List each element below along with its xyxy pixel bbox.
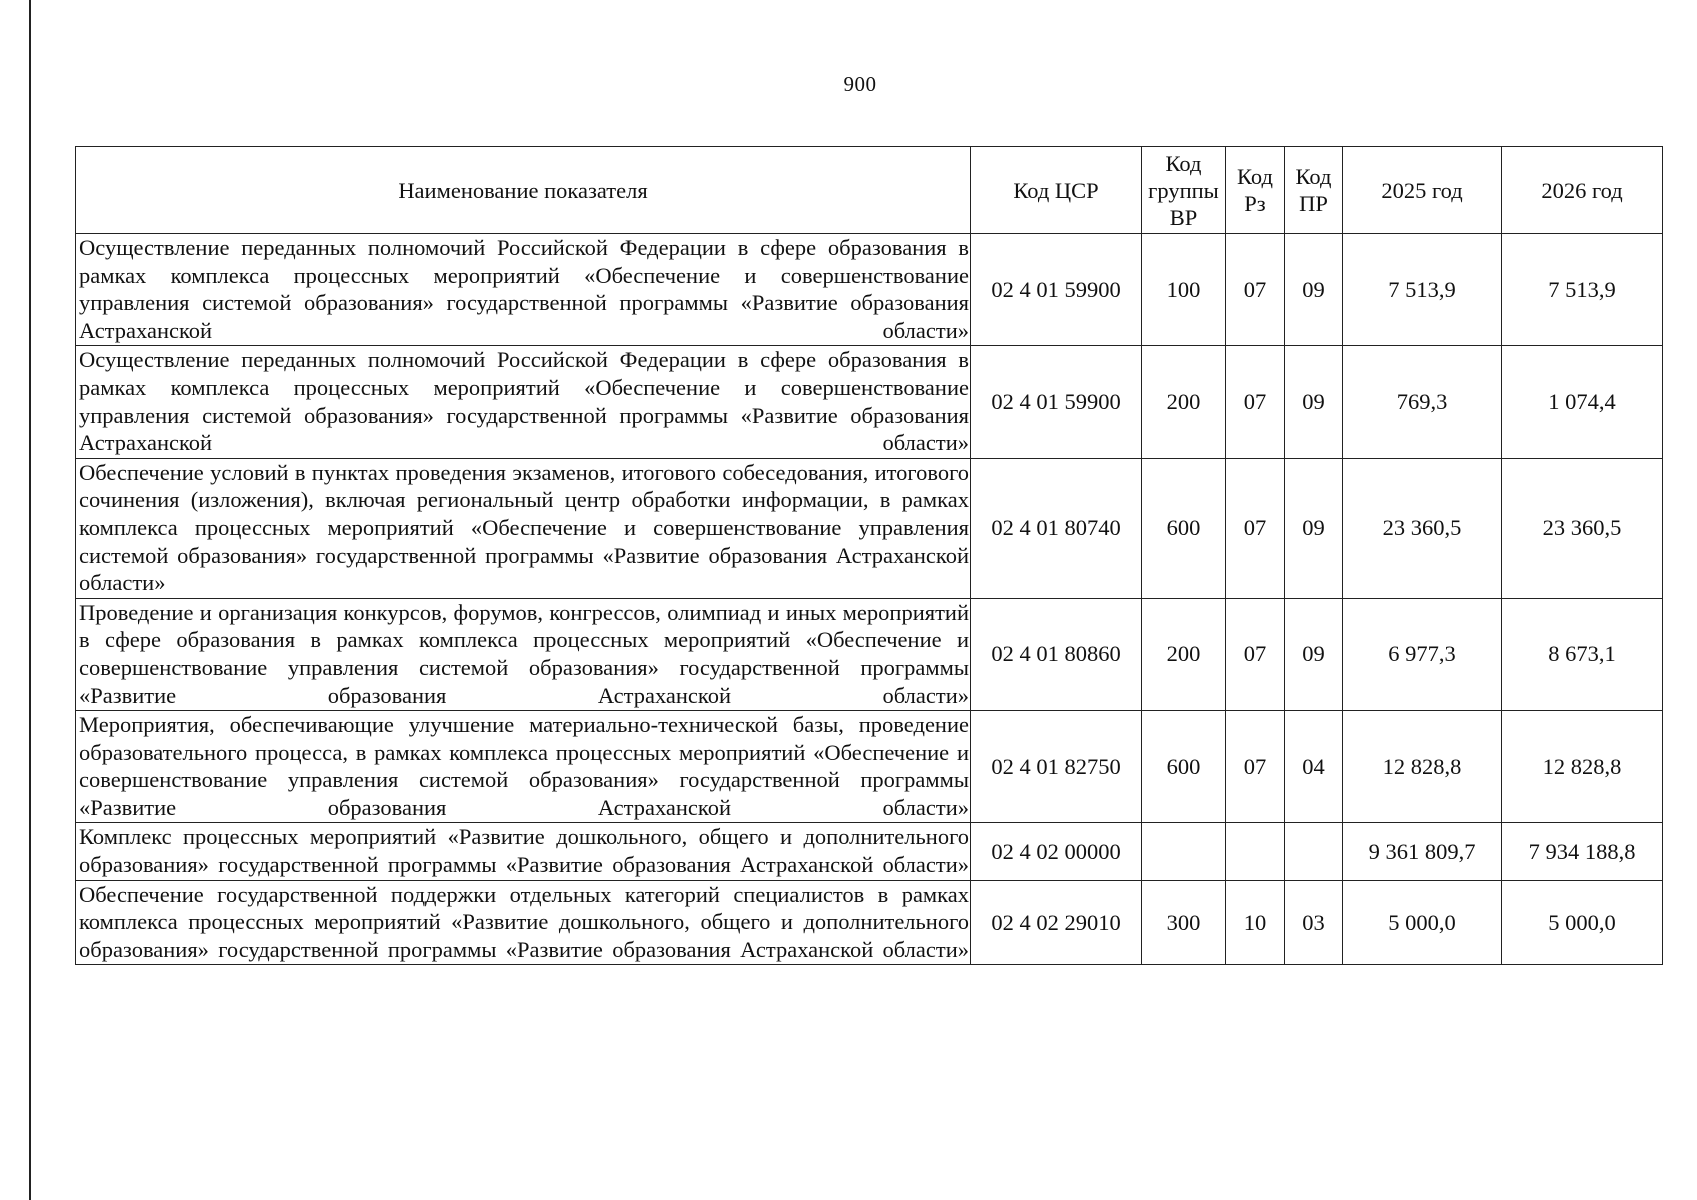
- row-name: Проведение и организация конкурсов, форумов, конгрессов, олимпиад и иных мероприятий в сфере образования в рамках комплекса процессных мероприятий «Обеспечение и совершенствование управления системой образования» государственной программы «Развитие образования Астраханской области»: [76, 598, 971, 710]
- header-vr-line2: группы: [1148, 177, 1219, 203]
- row-value-2026: 12 828,8: [1502, 711, 1663, 823]
- table-row: [76, 880, 1663, 965]
- header-rz-line2: Рз: [1244, 191, 1266, 216]
- header-name: Наименование показателя: [76, 147, 971, 234]
- row-rz-code: 07: [1226, 598, 1285, 710]
- header-year-2026: 2026 год: [1502, 147, 1663, 234]
- row-rz-code: 07: [1226, 346, 1285, 458]
- row-pr-code: 04: [1285, 711, 1343, 823]
- row-csr-code: 02 4 01 80740: [971, 458, 1142, 598]
- row-vr-code: 100: [1142, 234, 1226, 346]
- row-vr-code: [1142, 823, 1226, 880]
- header-row: [76, 147, 1663, 234]
- row-pr-code: 03: [1285, 880, 1343, 965]
- row-value-2026: 7 513,9: [1502, 234, 1663, 346]
- table-row: [76, 346, 1663, 458]
- row-value-2025: 7 513,9: [1343, 234, 1502, 346]
- row-csr-code: 02 4 02 29010: [971, 880, 1142, 965]
- row-rz-code: 07: [1226, 458, 1285, 598]
- row-name: Мероприятия, обеспечивающие улучшение материально-технической базы, проведение образовательного процесса, в рамках комплекса процессных мероприятий «Обеспечение и совершенствование управления системой образования» государственной программы «Развитие образования Астраханской области»: [76, 711, 971, 823]
- row-csr-code: 02 4 01 59900: [971, 346, 1142, 458]
- row-name: Обеспечение государственной поддержки отдельных категорий специалистов в рамках комплекса процессных мероприятий «Развитие дошкольного, общего и дополнительного образования» государственной программы «Развитие образования Астраханской области»: [76, 880, 971, 965]
- row-rz-code: 07: [1226, 234, 1285, 346]
- row-vr-code: 600: [1142, 711, 1226, 823]
- row-value-2025: 769,3: [1343, 346, 1502, 458]
- row-value-2025: 12 828,8: [1343, 711, 1502, 823]
- row-csr-code: 02 4 01 59900: [971, 234, 1142, 346]
- row-pr-code: 09: [1285, 234, 1343, 346]
- header-vr-code: [1142, 147, 1226, 234]
- header-year-2025: 2025 год: [1343, 147, 1502, 234]
- row-name: Обеспечение условий в пунктах проведения экзаменов, итогового собеседования, итогового сочинения (изложения), включая региональный центр обработки информации, в рамках комплекса процессных мероприятий «Обеспечение и совершенствование управления системой образования» государственной программы «Развитие образования Астраханской области»: [76, 458, 971, 598]
- row-pr-code: 09: [1285, 346, 1343, 458]
- header-rz-code: [1226, 147, 1285, 234]
- table-row: [76, 234, 1663, 346]
- binding-margin-line: [29, 0, 31, 1200]
- row-pr-code: 09: [1285, 598, 1343, 710]
- row-rz-code: [1226, 823, 1285, 880]
- row-pr-code: 09: [1285, 458, 1343, 598]
- row-value-2026: 8 673,1: [1502, 598, 1663, 710]
- row-vr-code: 600: [1142, 458, 1226, 598]
- row-csr-code: 02 4 02 00000: [971, 823, 1142, 880]
- row-name: Комплекс процессных мероприятий «Развитие дошкольного, общего и дополнительного образования» государственной программы «Развитие образования Астраханской области»: [76, 823, 971, 880]
- header-pr-line2: ПР: [1299, 191, 1328, 216]
- row-rz-code: 10: [1226, 880, 1285, 965]
- page-number: 900: [843, 72, 877, 96]
- row-rz-code: 07: [1226, 711, 1285, 823]
- row-value-2025: 23 360,5: [1343, 458, 1502, 598]
- row-csr-code: 02 4 01 80860: [971, 598, 1142, 710]
- header-csr-code: Код ЦСР: [971, 147, 1142, 234]
- header-pr-code: [1285, 147, 1343, 234]
- budget-table: [75, 146, 1663, 965]
- header-vr-line1: Код: [1165, 150, 1202, 176]
- header-rz-line1: Код: [1237, 164, 1273, 189]
- row-vr-code: 300: [1142, 880, 1226, 965]
- row-name: Осуществление переданных полномочий Российской Федерации в сфере образования в рамках комплекса процессных мероприятий «Обеспечение и совершенствование управления системой образования» государственной программы «Развитие образования Астраханской области»: [76, 346, 971, 458]
- table-row: [76, 458, 1663, 598]
- table-row: [76, 711, 1663, 823]
- row-value-2026: 5 000,0: [1502, 880, 1663, 965]
- table-row: [76, 598, 1663, 710]
- header-pr-line1: Код: [1295, 164, 1332, 189]
- row-value-2025: 5 000,0: [1343, 880, 1502, 965]
- row-csr-code: 02 4 01 82750: [971, 711, 1142, 823]
- row-pr-code: [1285, 823, 1343, 880]
- row-value-2025: 6 977,3: [1343, 598, 1502, 710]
- row-value-2026: 7 934 188,8: [1502, 823, 1663, 880]
- table-body: [76, 234, 1663, 965]
- table-header: [76, 147, 1663, 234]
- table-row: [76, 823, 1663, 880]
- header-vr-line3: ВР: [1169, 204, 1198, 230]
- row-value-2026: 1 074,4: [1502, 346, 1663, 458]
- row-value-2025: 9 361 809,7: [1343, 823, 1502, 880]
- row-name: Осуществление переданных полномочий Российской Федерации в сфере образования в рамках комплекса процессных мероприятий «Обеспечение и совершенствование управления системой образования» государственной программы «Развитие образования Астраханской области»: [76, 234, 971, 346]
- row-vr-code: 200: [1142, 598, 1226, 710]
- row-vr-code: 200: [1142, 346, 1226, 458]
- row-value-2026: 23 360,5: [1502, 458, 1663, 598]
